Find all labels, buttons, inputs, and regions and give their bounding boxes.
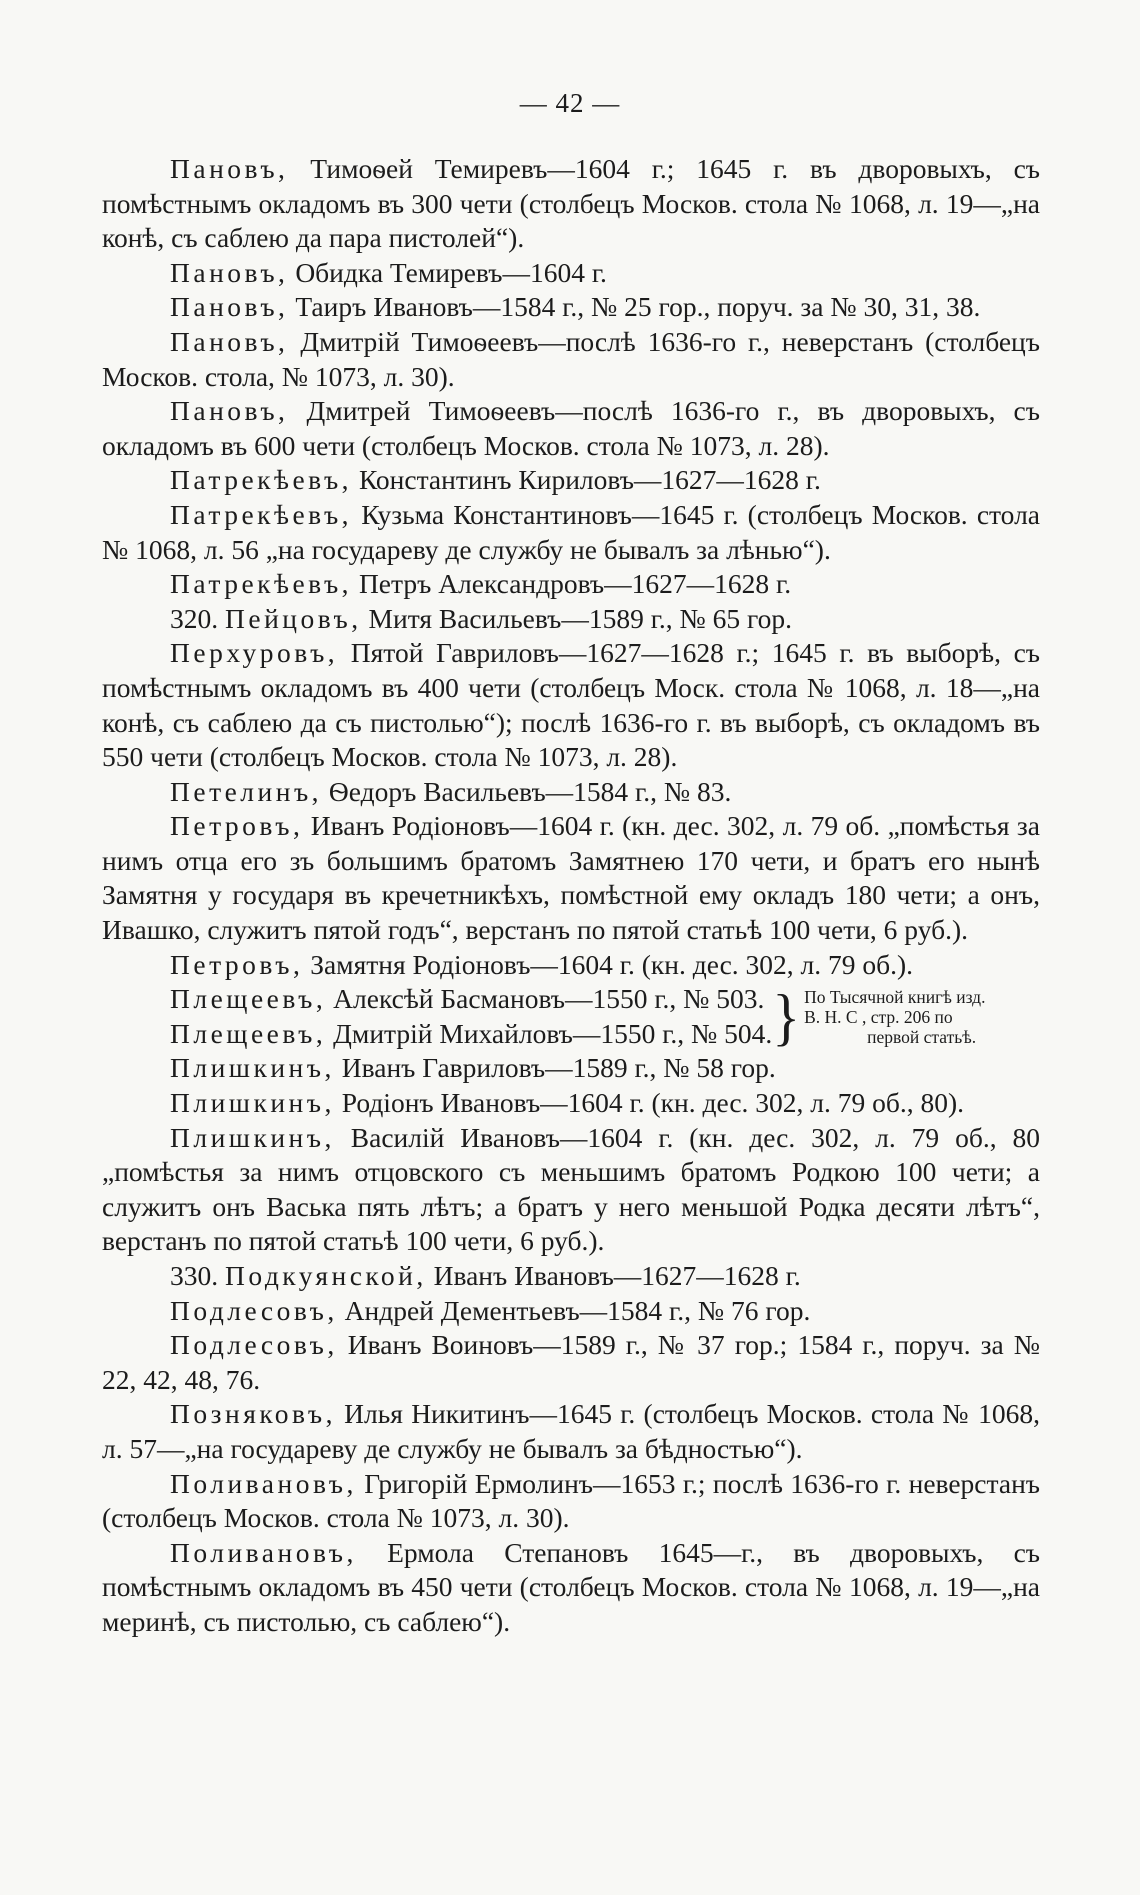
side-note-line: первой статьѣ. <box>867 1026 977 1047</box>
entry <box>102 636 1040 774</box>
entry-surname: Плишкинъ, <box>170 1052 335 1084</box>
entry-surname: Патрекѣевъ, <box>170 498 353 530</box>
entry <box>102 775 1040 810</box>
entry <box>102 982 772 1017</box>
entry <box>102 809 1040 947</box>
entry-list <box>102 152 1040 1640</box>
entry-text: Ѳедоръ Васильевъ—1584 г., № 83. <box>322 775 732 807</box>
entry <box>102 602 1040 637</box>
entry <box>102 1294 1040 1329</box>
entry-surname: Плещеевъ, <box>170 983 327 1015</box>
entry <box>102 1397 1040 1466</box>
entry <box>102 325 1040 394</box>
entry-text: Ермола Степановъ 1645—г., въ дворовыхъ, съ помѣстнымъ окладомъ въ 450 чети (столбецъ Москов. стола № 1068, л. 19—„на меринѣ, съ пистолью, съ саблею“). <box>102 1536 1040 1637</box>
entry-number: 330. <box>170 1260 225 1291</box>
entry-text: Василій Ивановъ—1604 г. (кн. дес. 302, л. 79 об., 80 „помѣстья за нимъ отцовского съ меньшимъ братомъ Родкою 100 чети; а служитъ онъ Васька пять лѣтъ; а братъ у него меньшой Родка десяти лѣтъ“, верстанъ по пятой статьѣ 100 чети, 6 руб.). <box>102 1121 1040 1257</box>
entry-surname: Патрекѣевъ, <box>170 464 353 496</box>
entry-text: Обидка Темиревъ—1604 г. <box>288 256 607 288</box>
entry-surname: Перхуровъ, <box>170 637 339 669</box>
entry <box>102 567 1040 602</box>
entry <box>102 948 1040 983</box>
note-entries <box>102 982 772 1051</box>
entry-text: Митя Васильевъ—1589 г., № 65 гор. <box>361 602 792 634</box>
entry-text: Кузьма Константиновъ—1645 г. (столбецъ Москов. стола № 1068, л. 56 „на государеву де службу не бывалъ за лѣнью“). <box>102 498 1040 565</box>
entries-block-2 <box>102 1051 1040 1639</box>
entry <box>102 394 1040 463</box>
entry-surname: Пановъ, <box>170 395 289 427</box>
entry <box>102 1467 1040 1536</box>
entry-text: Иванъ Родіоновъ—1604 г. (кн. дес. 302, л. 79 об. „помѣстья за нимъ отца его зъ большимъ братомъ Замятнею 170 чети, и братъ его нынѣ Замятня у государя въ кречетникѣхъ, помѣстной ему окладъ 180 чети; а онъ, Ивашко, служитъ пятой годъ“, верстанъ по пятой статьѣ 100 чети, 6 руб.). <box>102 810 1040 946</box>
entry-surname: Подлесовъ, <box>170 1329 338 1361</box>
entry <box>102 256 1040 291</box>
entry <box>102 1051 1040 1086</box>
entry <box>102 1328 1040 1397</box>
entry <box>102 463 1040 498</box>
side-note-line: По Тысячной книгѣ изд. <box>804 986 986 1007</box>
entry-text: Замятня Родіоновъ—1604 г. (кн. дес. 302, л. 79 об.). <box>303 948 914 980</box>
annotated-entries <box>102 982 1040 1051</box>
entry-text: Таиръ Ивановъ—1584 г., № 25 гор., поруч. за № 30, 31, 38. <box>288 291 981 323</box>
entry-surname: Поливановъ, <box>170 1467 357 1499</box>
entry <box>102 1017 772 1052</box>
entry-surname: Петелинъ, <box>170 775 323 807</box>
entry-surname: Петровъ, <box>170 810 304 842</box>
entry <box>102 1536 1040 1640</box>
entry-text: Григорій Ермолинъ—1653 г.; послѣ 1636-го г. неверстанъ (столбецъ Москов. стола № 1073, л. 30). <box>102 1467 1040 1534</box>
entry-surname: Пановъ, <box>170 153 289 184</box>
entry <box>102 498 1040 567</box>
entry-text: Иванъ Ивановъ—1627—1628 г. <box>426 1260 801 1291</box>
entry-text: Петръ Александровъ—1627—1628 г. <box>352 568 792 600</box>
page-number: — 42 — <box>519 88 621 118</box>
entry-surname: Поливановъ, <box>170 1536 357 1568</box>
side-note <box>804 987 1039 1047</box>
entry-surname: Подкуянской, <box>225 1260 427 1291</box>
entry-surname: Петровъ, <box>170 948 304 980</box>
side-note-line: В. Н. С , стр. 206 по <box>804 1006 953 1027</box>
entry-surname: Плишкинъ, <box>170 1087 335 1119</box>
entry-surname: Патрекѣевъ, <box>170 568 353 600</box>
entry-text: Дмитрій Михайловъ—1550 г., № 504. <box>326 1017 773 1049</box>
entry-surname: Плещеевъ, <box>170 1017 327 1049</box>
entry <box>102 290 1040 325</box>
entry-text: Дмитрей Тимоѳеевъ—послѣ 1636-го г., въ дворовыхъ, съ окладомъ въ 600 чети (столбецъ Москов. стола № 1073, л. 28). <box>102 395 1040 461</box>
entry-surname: Пановъ, <box>170 256 289 288</box>
entry-text: Пятой Гавриловъ—1627—1628 г.; 1645 г. въ выборѣ, съ помѣстнымъ окладомъ въ 400 чети (столбецъ Моск. стола № 1068, л. 18—„на конѣ, съ саблею да съ пистолью“); послѣ 1636-го г. въ выборѣ, съ окладомъ въ 550 чети (столбецъ Москов. стола № 1073, л. 28). <box>102 637 1040 773</box>
entry-text: Родіонъ Ивановъ—1604 г. (кн. дес. 302, л. 79 об., 80). <box>334 1087 965 1119</box>
entry-text: Тимоѳей Темиревъ—1604 г.; 1645 г. въ дворовыхъ, съ помѣстнымъ окладомъ въ 300 чети (столбецъ Москов. стола № 1068, л. 19—„на конѣ, съ саблею да пара пистолей“). <box>102 153 1040 254</box>
entry <box>102 152 1040 256</box>
entry-surname: Пановъ, <box>170 325 289 357</box>
entry-text: Дмитрій Тимоѳеевъ—послѣ 1636-го г., неверстанъ (столбецъ Москов. стола, № 1073, л. 30). <box>102 325 1040 392</box>
entry-surname: Плишкинъ, <box>170 1121 335 1153</box>
curly-brace: } <box>772 980 801 1053</box>
entry <box>102 1121 1040 1259</box>
entry-surname: Позняковъ, <box>170 1398 336 1430</box>
entry-text: Иванъ Гавриловъ—1589 г., № 58 гор. <box>334 1052 776 1084</box>
entry-text: Константинъ Кириловъ—1627—1628 г. <box>352 464 821 496</box>
entry-number: 320. <box>170 602 225 634</box>
entry-text: Иванъ Воиновъ—1589 г., № 37 гор.; 1584 г., поруч. за № 22, 42, 48, 76. <box>102 1329 1040 1395</box>
entry-text: Андрей Дементьевъ—1584 г., № 76 гор. <box>337 1294 811 1326</box>
entry-surname: Пейцовъ, <box>225 602 362 634</box>
entry-surname: Подлесовъ, <box>170 1294 338 1326</box>
entry-text: Алексѣй Басмановъ—1550 г., № 503. <box>326 983 765 1015</box>
entry-surname: Пановъ, <box>170 291 289 323</box>
entries-block-1 <box>102 152 1040 982</box>
entry <box>102 1259 1040 1294</box>
entry <box>102 1086 1040 1121</box>
entry-text: Илья Никитинъ—1645 г. (столбецъ Москов. стола № 1068, л. 57—„на государеву де службу не бывалъ за бѣдностью“). <box>102 1398 1040 1464</box>
